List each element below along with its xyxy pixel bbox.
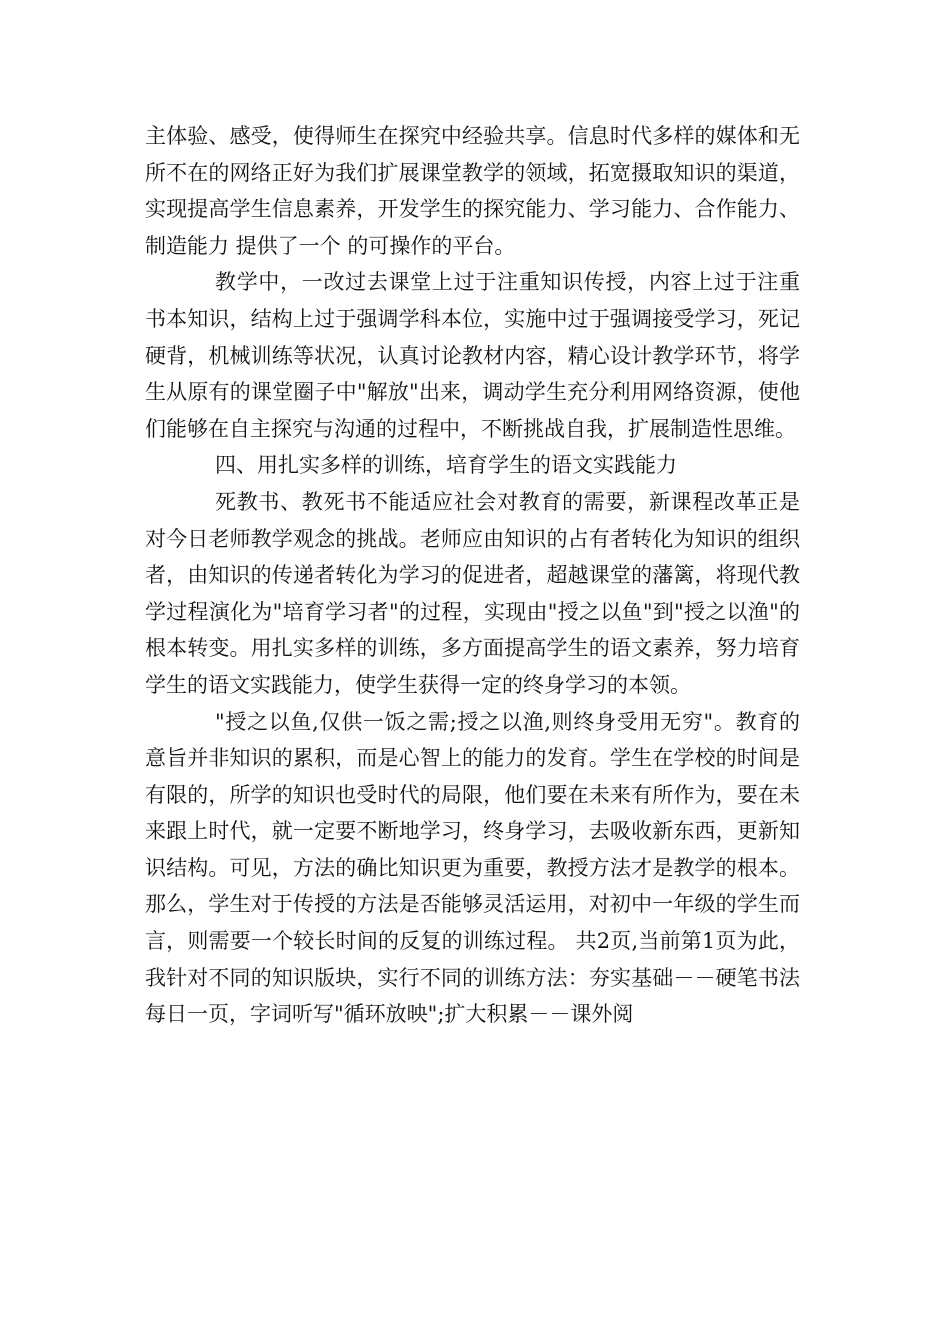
paragraph-3: 死教书、教死书不能适应社会对教育的需要，新课程改革正是对今日老师教学观念的挑战。老师应由知识的占有者转化为知识的组织者，由知识的传递者转化为学习的促进者，超越课堂的藩篱，将现代教学过程演化为"培育学习者"的过程，实现由"授之以鱼"到"授之以渔"的根本转变。用扎实多样的训练，多方面提高学生的语文素养，努力培育学生的语文实践能力，使学生获得一定的终身学习的本领。 — [145, 489, 800, 697]
paragraph-4: "授之以鱼,仅供一饭之需;授之以渔,则终身受用无穷"。教育的意旨并非知识的累积，而是心智上的能力的发育。学生在学校的时间是有限的，所学的知识也受时代的局限，他们要在未来有所作为，要在未来跟上时代，就一定要不断地学习，终身学习，去吸收新东西，更新知识结构。可见，方法的确比知识更为重要，教授方法才是教学的根本。那么，学生对于传授的方法是否能够灵活运用，对初中一年级的学生而言，则需要一个较长时间的反复的训练过程。 共2页,当前第1页为此，我针对不同的知识版块，实行不同的训练方法：夯实基础－－硬笔书法每日一页，字词听写"循环放映";扩大积累－－课外阅 — [145, 709, 800, 1027]
section-heading: 四、用扎实多样的训练，培育学生的语文实践能力 — [215, 453, 677, 478]
document-body — [145, 118, 800, 1033]
paragraph-2: 教学中，一改过去课堂上过于注重知识传授，内容上过于注重书本知识，结构上过于强调学科本位，实施中过于强调接受学习，死记硬背，机械训练等状况，认真讨论教材内容，精心设计教学环节，将学生从原有的课堂圈子中"解放"出来，调动学生充分利用网络资源，使他们能够在自主探究与沟通的过程中，不断挑战自我，扩展制造性思维。 — [145, 270, 800, 441]
paragraph-1: 主体验、感受，使得师生在探究中经验共享。信息时代多样的媒体和无所不在的网络正好为我们扩展课堂教学的领域，拓宽摄取知识的渠道，实现提高学生信息素养，开发学生的探究能力、学习能力、合作能力、制造能力 提供了一个 的可操作的平台。 — [145, 124, 800, 258]
